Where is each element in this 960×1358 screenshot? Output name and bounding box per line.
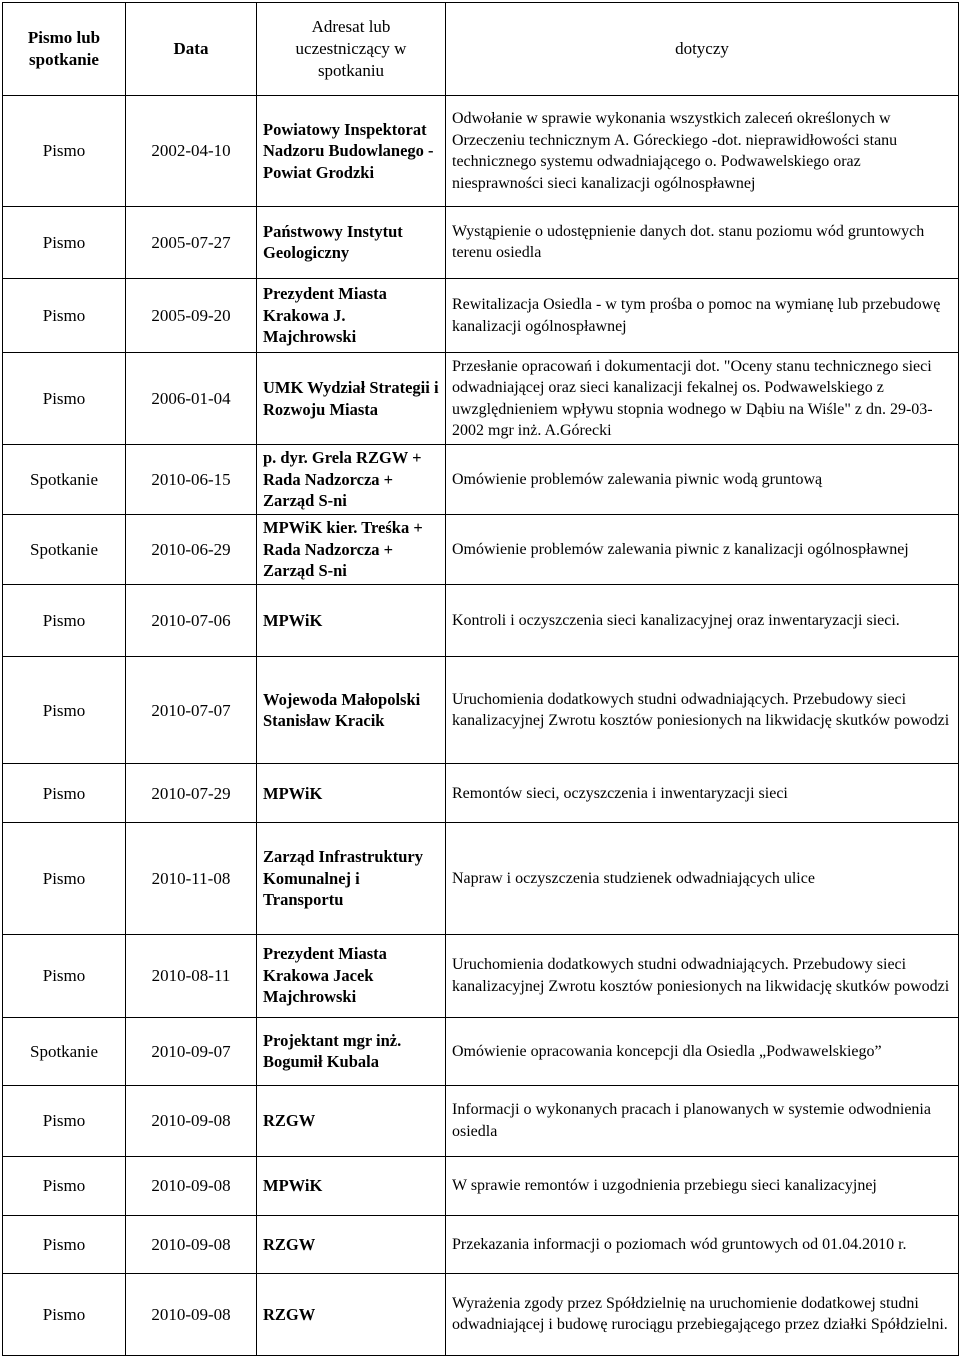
cell-subject: Informacji o wykonanych pracach i planowanych w systemie odwodnienia osiedla — [446, 1086, 959, 1157]
cell-date: 2006-01-04 — [126, 353, 257, 444]
cell-subject: Kontroli i oczyszczenia sieci kanalizacyjnej oraz inwentaryzacji sieci. — [446, 584, 959, 657]
cell-recipient: Wojewoda Małopolski Stanisław Kracik — [257, 657, 446, 764]
cell-recipient: RZGW — [257, 1215, 446, 1273]
cell-type: Pismo — [3, 1215, 126, 1273]
correspondence-table — [2, 2, 959, 1356]
cell-recipient: p. dyr. Grela RZGW + Rada Nadzorcza + Zarząd S-ni — [257, 444, 446, 515]
cell-type: Spotkanie — [3, 515, 126, 585]
table-row — [3, 1017, 959, 1086]
table-row — [3, 1086, 959, 1157]
table-row — [3, 207, 959, 279]
table-row — [3, 444, 959, 515]
cell-date: 2010-09-08 — [126, 1273, 257, 1355]
cell-date: 2005-07-27 — [126, 207, 257, 279]
cell-type: Pismo — [3, 353, 126, 444]
header-subject: dotyczy — [446, 3, 959, 96]
table-row — [3, 515, 959, 585]
header-date: Data — [126, 3, 257, 96]
cell-recipient: MPWiK — [257, 584, 446, 657]
cell-date: 2010-09-08 — [126, 1156, 257, 1215]
cell-recipient: Państwowy Instytut Geologiczny — [257, 207, 446, 279]
cell-subject: Wyrażenia zgody przez Spółdzielnię na uruchomienie dodatkowej studni odwadniającej i budowę rurociągu przebiegającego przez działki Spółdzielni. — [446, 1273, 959, 1355]
cell-type: Pismo — [3, 278, 126, 353]
cell-type: Pismo — [3, 584, 126, 657]
table-row — [3, 764, 959, 823]
cell-date: 2010-08-11 — [126, 934, 257, 1017]
table-row — [3, 278, 959, 353]
cell-date: 2010-06-15 — [126, 444, 257, 515]
cell-type: Pismo — [3, 1156, 126, 1215]
cell-type: Spotkanie — [3, 1017, 126, 1086]
cell-subject: Wystąpienie o udostępnienie danych dot. stanu poziomu wód gruntowych terenu osiedla — [446, 207, 959, 279]
cell-subject: Remontów sieci, oczyszczenia i inwentaryzacji sieci — [446, 764, 959, 823]
cell-date: 2005-09-20 — [126, 278, 257, 353]
cell-subject: Przesłanie opracowań i dokumentacji dot. "Oceny stanu technicznego sieci odwadniającej oraz sieci kanalizacji fekalnej os. Podwawelskiego z uwzględnieniem wpływu stopnia wodnego w Dąbiu na Wiśle" z dn. 29-03-2002 mgr inż. A.Górecki — [446, 353, 959, 444]
cell-subject: W sprawie remontów i uzgodnienia przebiegu sieci kanalizacyjnej — [446, 1156, 959, 1215]
cell-subject: Omówienie problemów zalewania piwnic z kanalizacji ogólnospławnej — [446, 515, 959, 585]
header-recipient: Adresat lub uczestniczący w spotkaniu — [257, 3, 446, 96]
cell-date: 2010-07-07 — [126, 657, 257, 764]
cell-type: Pismo — [3, 764, 126, 823]
cell-recipient: Projektant mgr inż. Bogumił Kubala — [257, 1017, 446, 1086]
cell-type: Spotkanie — [3, 444, 126, 515]
table-row — [3, 353, 959, 444]
cell-type: Pismo — [3, 207, 126, 279]
cell-date: 2010-07-06 — [126, 584, 257, 657]
cell-type: Pismo — [3, 823, 126, 934]
cell-date: 2010-09-08 — [126, 1086, 257, 1157]
table-row — [3, 584, 959, 657]
cell-recipient: RZGW — [257, 1273, 446, 1355]
table-row — [3, 1215, 959, 1273]
cell-date: 2010-07-29 — [126, 764, 257, 823]
cell-type: Pismo — [3, 657, 126, 764]
cell-recipient: RZGW — [257, 1086, 446, 1157]
cell-date: 2010-09-07 — [126, 1017, 257, 1086]
cell-recipient: MPWiK kier. Treśka + Rada Nadzorcza + Zarząd S-ni — [257, 515, 446, 585]
cell-subject: Odwołanie w sprawie wykonania wszystkich zaleceń określonych w Orzeczeniu technicznym A. Góreckiego -dot. nieprawidłowości stanu technicznego systemu odwadniającego o. Podwawelskiego oraz niesprawności sieci kanalizacji ogólnospławnej — [446, 96, 959, 207]
table-row — [3, 657, 959, 764]
header-type: Pismo lub spotkanie — [3, 3, 126, 96]
cell-recipient: UMK Wydział Strategii i Rozwoju Miasta — [257, 353, 446, 444]
cell-recipient: MPWiK — [257, 764, 446, 823]
cell-recipient: Powiatowy Inspektorat Nadzoru Budowlanego - Powiat Grodzki — [257, 96, 446, 207]
table-row — [3, 96, 959, 207]
cell-recipient: MPWiK — [257, 1156, 446, 1215]
table-row — [3, 1156, 959, 1215]
cell-date: 2010-11-08 — [126, 823, 257, 934]
cell-subject: Napraw i oczyszczenia studzienek odwadniających ulice — [446, 823, 959, 934]
cell-subject: Omówienie problemów zalewania piwnic wodą gruntową — [446, 444, 959, 515]
cell-type: Pismo — [3, 1086, 126, 1157]
cell-subject: Omówienie opracowania koncepcji dla Osiedla „Podwawelskiego” — [446, 1017, 959, 1086]
table-row — [3, 1273, 959, 1355]
cell-type: Pismo — [3, 934, 126, 1017]
cell-subject: Przekazania informacji o poziomach wód gruntowych od 01.04.2010 r. — [446, 1215, 959, 1273]
table-row — [3, 823, 959, 934]
cell-type: Pismo — [3, 96, 126, 207]
cell-recipient: Prezydent Miasta Krakowa Jacek Majchrowski — [257, 934, 446, 1017]
cell-date: 2010-06-29 — [126, 515, 257, 585]
cell-subject: Uruchomienia dodatkowych studni odwadniających. Przebudowy sieci kanalizacyjnej Zwrotu kosztów poniesionych na likwidację skutków powodzi — [446, 934, 959, 1017]
cell-subject: Rewitalizacja Osiedla - w tym prośba o pomoc na wymianę lub przebudowę kanalizacji ogólnospławnej — [446, 278, 959, 353]
header-row — [3, 3, 959, 96]
cell-recipient: Zarząd Infrastruktury Komunalnej i Transportu — [257, 823, 446, 934]
table-row — [3, 934, 959, 1017]
cell-recipient: Prezydent Miasta Krakowa J. Majchrowski — [257, 278, 446, 353]
cell-date: 2002-04-10 — [126, 96, 257, 207]
cell-subject: Uruchomienia dodatkowych studni odwadniających. Przebudowy sieci kanalizacyjnej Zwrotu kosztów poniesionych na likwidację skutków powodzi — [446, 657, 959, 764]
cell-date: 2010-09-08 — [126, 1215, 257, 1273]
cell-type: Pismo — [3, 1273, 126, 1355]
